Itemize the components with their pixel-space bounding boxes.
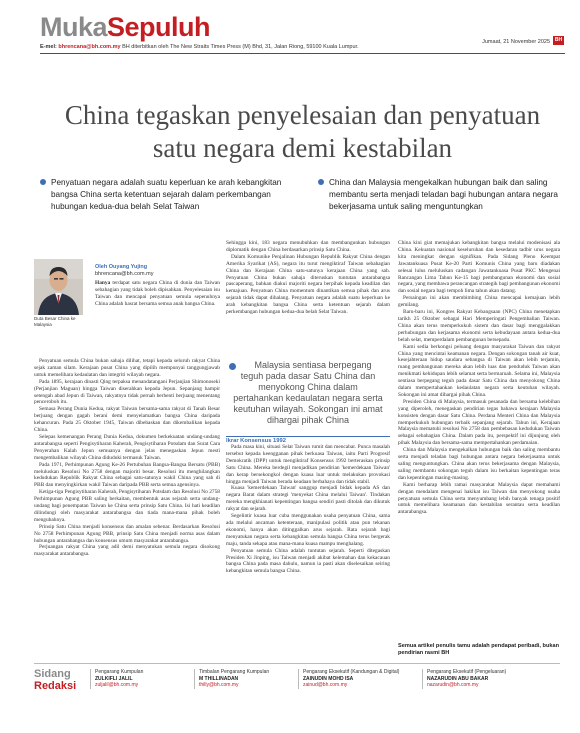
summary-bullet-text: China dan Malaysia mengekalkan hubungan baik dan saling membantu serta menjadi teladan bagi hubungan antara negara bekerjasama untuk saling menguntungkan <box>329 178 558 211</box>
byline <box>95 264 153 278</box>
staff-role: Pengarang Eksekutif (Pengeluaran) <box>427 669 507 675</box>
article-column-3 <box>398 240 560 640</box>
article-paragraph: Selepas kemenangan Perang Dunia Kedua, dokumen berkekuatan undang-undang antarabangsa seperti Pengisytiharan Kaherah, Pengisytiharan Potsdam dan Surat Cara Penyerahan Kalah Jepun semuanya dengan jelas menegaskan Jepun mesti mengembalikan wilayah China diduduki termasuk Taiwan. <box>34 433 220 461</box>
author-name: Oleh Ouyang Yujing <box>95 264 148 270</box>
issue-date: Jumaat, 21 November 2025 <box>482 39 550 45</box>
publisher-line: BH diterbitkan oleh The New Straits Times Press (M) Bhd, 31, Jalan Riong, 59100 Kuala Lumpur. <box>122 44 359 50</box>
footer-rule <box>34 663 560 664</box>
footer-title-line1: Sidang <box>34 668 71 680</box>
article-paragraph: Semasa Perang Dunia Kedua, rakyat Taiwan bersama-sama rakyat di Tanah Besar berjuang dengan gagah berani demi menyelamatkan bangsa China daripada kehancuran. Pada 25 Oktober 1945, Taiwan dibebaskan dan dikembalikan kepada China. <box>34 406 220 434</box>
article-column-1-top <box>95 280 220 358</box>
staff-entry <box>422 669 560 689</box>
article-paragraph: Pada 1895, kerajaan dinasti Qing terpaksa menandatangani Perjanjian Shimonoseki (Perjanjian Maguan) hingga Taiwan diserahkan kepada Jepun. Sepanjang hampir setengah abad Jepun di Taiwan, rakyatnya tidak pernah berhenti berjuang menentang penceroboh itu. <box>34 378 220 406</box>
article-paragraph: Pada 1971, Perhimpunan Agung Ke-26 Pertubuhan Bangsa-Bangsa Bersatu (PBB) meluluskan Resolusi No 2758 dengan majoriti besar. Resolusi itu menghilangkan kedudukan Republik Rakyat China sebagai satu-satunya wakil China yang sah di PBB dan menyingkirkan wakil Taiwan daripada PBB serta semua agensinya. <box>34 461 220 489</box>
article-paragraph: Pada masa kini, situasi Selat Taiwan rumit dan mencabar. Punca masalah tersebut kepada keengganan pihak berkuasa Taiwan, iaitu Parti Progresif Demokratik (DPP) untuk mengiktiraf Konsensus 1992 berteraskan prinsip Satu China. Mereka berdegil menjadikan pendirian 'kemerdekaan Taiwan' dan kerap bersekongkol dengan kuasa luar untuk melakukan provokasi hingga menjadi Taiwan berada keadaan berbahaya dan tidak stabil. <box>226 444 390 485</box>
staff-email[interactable]: zuljalil@bh.com.my <box>95 682 139 688</box>
summary-bullet-right <box>318 177 560 213</box>
staff-entry <box>298 669 418 689</box>
staff-name: M THILLINADAN <box>199 675 239 682</box>
staff-email[interactable]: zainud@bh.com.my <box>303 682 348 688</box>
masthead <box>0 0 580 52</box>
email-link[interactable]: bhrencana@bh.com.my <box>58 44 121 50</box>
article-paragraph: Perjuangan rakyat China yang adil demi menyatukan semula negara disokong masyarakat antarabangsa. <box>34 544 220 558</box>
title-sepuluh: Sepuluh <box>107 12 211 42</box>
article-column-2-bottom <box>226 444 390 656</box>
article-paragraph: Persaingan ini akan membimbing China mencapai kemajuan lebih gemilang. <box>398 295 560 309</box>
article-paragraph: Penyatuan semula China adalah tuntutan sejarah. Seperti ditegaskan Presiden Xi Jinping, isu Taiwan menjadi akibat kelemahan dan kekacauan bangsa China pada masa dahulu, namun ia pasti akan diselesaikan seiring kebangkitan semula bangsa China. <box>226 547 390 575</box>
title-muka: Muka <box>40 12 108 42</box>
article-paragraph: Penyatuan semula China bukan sahaja dilihat, tetapi kepada seluruh rakyat China sejak zaman silam. Kerajaan pusat China yang dipilih mempunyai tanggungjawab untuk memelihara kedaulatan dan integriti wilayah negara. <box>34 358 220 378</box>
editorial-board-title <box>34 668 76 692</box>
article-paragraph: Presiden China di Malaysia, termasuk pesanada dan bersama kelebihan yang diperoleh, menegaskan pendirian tegas bahawa kerajaan Malaysia konsisten dengan dasar Satu China. Perdana Menteri China dan Malaysia memperkukuh hubungan terbaik sepanjang sejarah. Tahun ini, Kerajaan Malaysia mematuhi resolusi No 2758 dan pembebasan kedudukan Taiwan sebagai sebahagian China. Dalam pada itu, perspektif ini dijunjung oleh pihak Malaysia dan bersama-sama mempertahankan perdamaian. <box>398 398 560 447</box>
summary-bullet-left <box>40 177 290 213</box>
staff-name: ZULKIFLI JALIL <box>95 675 133 682</box>
lead-word: Hanya <box>95 280 111 286</box>
article-paragraph: Segelintir kuasa luar cuba menggunakan usaha penyatuan China, sama ada melalui ancaman ketenteraan, manipulasi politik atau pun tekanan ekonomi, hanya akan ditinggalkan arus sejarah. Rata sejarah bagi menyatukan negara serta kebangkitan semula bangsa China terus bergerak maju, tanda sekapa atau mana-mana kuasa mampu menghalang. <box>226 513 390 547</box>
staff-name: NAZARUDIN ABU BAKAR <box>427 675 489 682</box>
bh-logo-badge: BH <box>554 37 563 43</box>
article-paragraph: Baru-baru ini, Kongres Rakyat Kebangsaan (NPC) China menetapkan tarikh 25 Oktober sebagai Hari Memperingati Pengembalian Taiwan. China akan terus memperkukuh sistem dan dasar bagi menggalakkan perhubungan dan kerjasama ekonomi serta kebudayaan antara kedua-dua belah selat, memperdalam pembangunan bersepadu. <box>398 309 560 343</box>
headline: China tegaskan penyelesaian dan penyatuan satu negara demi kestabilan <box>64 100 541 163</box>
article-paragraph: China dan Malaysia mengekalkan hubungan baik dan saling membantu serta menjadi teladan bagi hubungan antara negara bekerjasama untuk saling menguntungkan. China akan terus bekerjasama dengan Malaysia, saling membantu sokongan teguh dalam isu berkaitan kepentingan teras dan kepentingan masing-masing. <box>398 447 560 481</box>
article-text: terdapat satu negara China di dunia dan Taiwan sebahagian yang tidak boleh dipisahkan. Penyelesaian isu Taiwan dan mencapai penyatuan semula sepenuhnya China adalah hasrat bersama semua anak bangsa China. <box>95 280 220 307</box>
article-paragraph: Prinsip Satu China menjadi konsensus dan amalan sebenar. Berdasarkan Resolusi No 2758 Perhimpunan Agung PBB, prinsip Satu China menjadi norma asas dalam hubungan antarabangsa dan konsensus umum masyarakat antarabangsa. <box>34 523 220 544</box>
staff-role: Pengarang Kumpulan <box>95 669 144 675</box>
article-column-1 <box>34 358 220 658</box>
bullet-dot-icon <box>40 179 46 185</box>
portrait-image <box>34 259 83 315</box>
article-paragraph: China kini giat memajukan kebangkitan bangsa melalui modenisasi ala China. Kekuatan nasional keseluruhan dan kesedaran tadbir urus negara kita meningkat dengan signifikan. Pada Sidang Pleno Keempat Jawatankuasa Pusat Ke-20 Parti Komunis China yang baru diadakan selesai lulus meluluskan cadangan Jawatankuasa Pusat PKC Mengenai Rancangan Lima Tahun Ke-15 bagi pembangunan ekonomi dan sosial negara, yang membawa perancangan strategik bagi pembangunan ekonomi dan sosial negara bagi tempoh lima tahun akan datang. <box>398 240 560 295</box>
staff-email[interactable]: nazarudin@bh.com.my <box>427 682 479 688</box>
article-paragraph: Sehingga kini, 183 negara menubuhkan dan membangunkan hubungan diplomatik dengan China berdasarkan prinsip Satu China. <box>226 240 390 253</box>
article-paragraph: Ketiga-tiga Pengisytiharan Kaherah, Pengisytiharan Potsdam dan Resolusi No 2758 Perhimpunan Agung PBB saling berkaitan, membentuk asas sejarah serta undang-undang bagi penempatan Taiwan ke China serta prinsip Satu China. Isi hati keadilan dilindungi oleh masyarakat antarabangsa dan tiada mana-mana pihak boleh mengubahnya. <box>34 489 220 523</box>
page-section-title <box>40 14 210 41</box>
masthead-contact <box>40 44 359 50</box>
author-photo <box>34 259 83 315</box>
photo-caption: Duta Besar China ke Malaysia <box>34 316 76 327</box>
article-paragraph: Dalam Komunike Penjalinan Hubungan Republik Rakyat China dengan Amerika Syarikat (AS), negara itu turut mengiktiraf Taiwan sebahagian China dan Kerajaan China satu-satunya kerajaan China yang sah. Penyatuan China bukan sahaja diteruskan tuntutan antarabangsa pascaperang, bahkan diakui majoriti negara berpihak kepada keadilan dan kemajuan. Penyatuan China momentum dinantikan semua pihak dan arus sejarah tidak dapat dihalang. Penyatuan negara adalah suatu keperluan ke arah kebangkitan bangsa China serta ketentuan sejarah dalam perkembangan hubungan kedua-dua belah Selat Taiwan. <box>226 253 390 316</box>
footer-title-line2: Redaksi <box>34 680 77 692</box>
article-column-2 <box>226 240 390 345</box>
staff-role: Pengarang Eksekutif (Kandungan & Digital) <box>303 669 400 675</box>
bullet-dot-icon <box>318 179 324 185</box>
section-subhead: Ikrar Konsensus 1992 <box>226 436 390 444</box>
staff-name: ZAINUDIN MOHD ISA <box>303 675 354 682</box>
email-label: E-mel: <box>40 44 57 50</box>
staff-entry <box>90 669 190 689</box>
author-email[interactable]: bhrencana@bh.com.my <box>95 271 154 277</box>
staff-entry <box>194 669 294 689</box>
staff-role: Timbalan Pengarang Kumpulan <box>199 669 270 675</box>
summary-bullet-text: Penyatuan negara adalah suatu keperluan ke arah kebangkitan bangsa China serta ketentuan sejarah dalam perkembangan hubungan kedua-dua belah Selat Taiwan <box>51 178 282 211</box>
masthead-rule <box>40 53 565 54</box>
article-paragraph: Kami berharap lebih ramai masyarakat Malaysia dapat memahami dengan mendalam mengenai hakikat isu Taiwan dan menyokong usaha penyatuan semula China serta menyumbang lebih banyak tenaga positif untuk memelihara keamanan dan kestabilan serantau serta keadilan antarabangsa. <box>398 481 560 516</box>
article-paragraph <box>95 280 220 308</box>
article-paragraph: Kuasa 'kemerdekaan Taiwan' sanggup menjadi bidak kepada AS dan negara Barat dalam strategi 'menyekat China melalui Taiwan'. Tindakan mereka mengkhianati kepentingan bangsa sendiri pasti ditolak dan dikutuk rakyat dan sejarah. <box>226 485 390 513</box>
staff-email[interactable]: thilly@bh.com.my <box>199 682 239 688</box>
disclaimer-note: Semua artikel penulis tamu adalah pendapat peribadi, bukan pendirian rasmi BH <box>398 643 560 656</box>
article-paragraph: Kami sedia berkongsi peluang dengan masyarakat Taiwan dan rakyat China yang mencintai keamanan negara. Dengan sokongan tanah air kuat, kesejahteraan hidup saudara sebangsa di Taiwan akan lebih terjamin, ruang pembangunan mereka akan lebih luas dan penduduk Taiwan akan menikmati kehidupan lebih selamat serta bermaruah. Selama ini, Malaysia sentiasa berpegang teguh pada dasar Satu China dan menyokong China dalam mempertahankan kedaulatan negara serta keutuhan wilayah. Sokongan ini amat dihargai pihak China. <box>398 343 560 398</box>
pull-quote-text: Malaysia sentiasa berpegang teguh pada dasar Satu China dan menyokong China dalam pertahankan kedaulatan negara serta keutuhan wilayah. Sokongan ini amat dihargai pihak China <box>233 360 383 425</box>
